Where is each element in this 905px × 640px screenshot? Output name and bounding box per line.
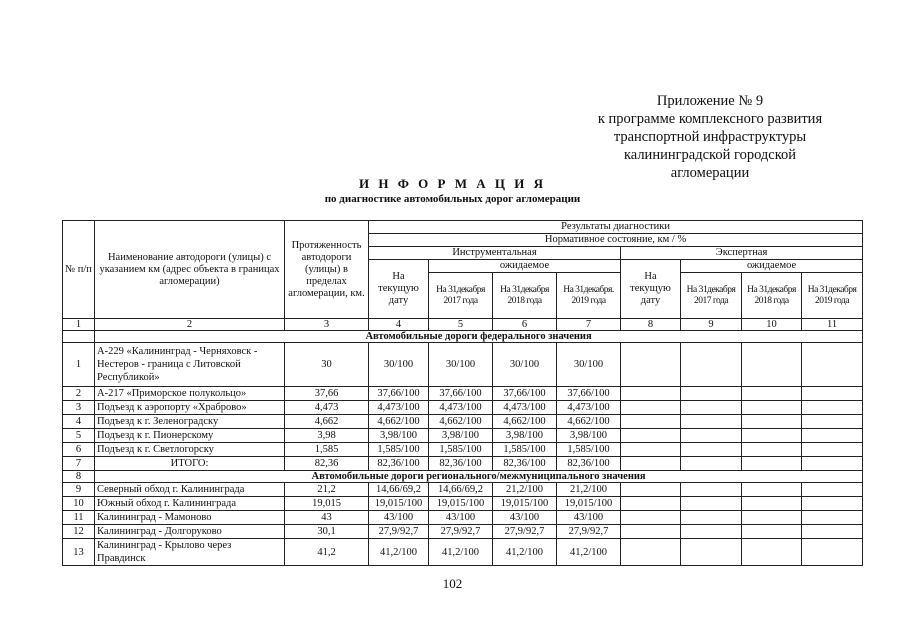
value-cell (681, 539, 742, 566)
value-cell (742, 429, 802, 443)
value-cell (802, 415, 863, 429)
road-name-cell: Северный обход г. Калининграда (95, 483, 285, 497)
diagnostics-table (62, 220, 863, 566)
value-cell (742, 457, 802, 471)
length-cell: 4,473 (285, 401, 369, 415)
header-2019-expert: На 31декабря 2019 года (802, 273, 863, 319)
value-cell: 1,585/100 (493, 443, 557, 457)
value-cell (621, 539, 681, 566)
value-cell: 4,662/100 (557, 415, 621, 429)
value-cell (681, 457, 742, 471)
value-cell (681, 429, 742, 443)
value-cell: 41,2/100 (369, 539, 429, 566)
header-2019: На 31декабря. 2019 года (557, 273, 621, 319)
value-cell: 82,36/100 (369, 457, 429, 471)
column-number-row (63, 319, 863, 331)
value-cell: 1,585/100 (557, 443, 621, 457)
value-cell (621, 343, 681, 387)
value-cell (802, 483, 863, 497)
section-number (63, 331, 95, 343)
value-cell: 3,98/100 (369, 429, 429, 443)
value-cell (742, 483, 802, 497)
section-federal (63, 331, 863, 343)
value-cell: 19,015/100 (369, 497, 429, 511)
value-cell: 82,36/100 (429, 457, 493, 471)
value-cell: 19,015/100 (557, 497, 621, 511)
value-cell (621, 497, 681, 511)
section-regional (63, 471, 863, 483)
header-2017: На 31декабря 2017 года (429, 273, 493, 319)
length-cell: 30 (285, 343, 369, 387)
value-cell: 41,2/100 (493, 539, 557, 566)
road-name-cell: Южный обход г. Калининграда (95, 497, 285, 511)
value-cell: 3,98/100 (557, 429, 621, 443)
page-number: 102 (442, 576, 463, 591)
road-name-cell: А-217 «Приморское полукольцо» (95, 387, 285, 401)
value-cell: 4,662/100 (369, 415, 429, 429)
value-cell (802, 497, 863, 511)
table-row (63, 387, 863, 401)
value-cell (742, 387, 802, 401)
column-number: 8 (621, 319, 681, 331)
value-cell: 41,2/100 (557, 539, 621, 566)
value-cell: 37,66/100 (557, 387, 621, 401)
header-results: Результаты диагностики (369, 221, 863, 234)
value-cell: 43/100 (369, 511, 429, 525)
column-number: 10 (742, 319, 802, 331)
header-normative: Нормативное состояние, км / % (369, 234, 863, 247)
table-row (63, 343, 863, 387)
document-title: И Н Ф О Р М А Ц И Я (359, 176, 546, 191)
value-cell: 4,662/100 (493, 415, 557, 429)
row-number: 7 (63, 457, 95, 471)
value-cell (621, 443, 681, 457)
header-length: Протяженность автодороги (улицы) в пределах агломерации, км. (285, 221, 369, 319)
value-cell: 14,66/69,2 (369, 483, 429, 497)
header-expected-instrumental: ожидаемое (429, 260, 621, 273)
row-number: 13 (63, 539, 95, 566)
value-cell: 27,9/92,7 (493, 525, 557, 539)
road-name-cell: Подъезд к г. Зеленоградску (95, 415, 285, 429)
value-cell (802, 511, 863, 525)
road-name-cell: А-229 «Калининград - Черняховск - Нестеров - граница с Литовской Республикой» (95, 343, 285, 387)
table-row (63, 539, 863, 566)
value-cell: 19,015/100 (429, 497, 493, 511)
value-cell: 4,473/100 (429, 401, 493, 415)
document-subtitle: по диагностике автомобильных дорог агломерации (324, 193, 581, 205)
column-number: 2 (95, 319, 285, 331)
length-cell: 43 (285, 511, 369, 525)
value-cell (802, 343, 863, 387)
value-cell (802, 525, 863, 539)
value-cell: 19,015/100 (493, 497, 557, 511)
value-cell: 21,2/100 (493, 483, 557, 497)
value-cell (681, 343, 742, 387)
length-cell: 41,2 (285, 539, 369, 566)
road-name-cell: Подъезд к г. Светлогорску (95, 443, 285, 457)
value-cell (681, 415, 742, 429)
value-cell (802, 443, 863, 457)
value-cell (802, 401, 863, 415)
header-2018: На 31декабря 2018 года (493, 273, 557, 319)
value-cell (621, 429, 681, 443)
header-instrumental: Инструментальная (369, 247, 621, 260)
length-cell: 4,662 (285, 415, 369, 429)
header-road-name: Наименование автодороги (улицы) с указанием км (адрес объекта в границах агломерации) (95, 221, 285, 319)
table-row (63, 511, 863, 525)
road-name-cell: Подъезд к аэропорту «Храброво» (95, 401, 285, 415)
table-row (63, 443, 863, 457)
appendix-line: калининградской городской (623, 147, 797, 163)
header-expert: Экспертная (621, 247, 863, 260)
value-cell (681, 525, 742, 539)
value-cell (681, 483, 742, 497)
table-row (63, 457, 863, 471)
row-number: 10 (63, 497, 95, 511)
value-cell (742, 443, 802, 457)
section-title: Автомобильные дороги регионального/межмуниципального значения (95, 471, 863, 483)
column-number: 4 (369, 319, 429, 331)
appendix-line: транспортной инфраструктуры (613, 129, 807, 145)
row-number: 6 (63, 443, 95, 457)
value-cell (742, 539, 802, 566)
length-cell: 21,2 (285, 483, 369, 497)
value-cell (802, 387, 863, 401)
value-cell (621, 457, 681, 471)
value-cell: 37,66/100 (429, 387, 493, 401)
value-cell (742, 497, 802, 511)
value-cell (621, 511, 681, 525)
header-current-instrumental: На текущую дату (369, 260, 429, 319)
value-cell: 4,473/100 (557, 401, 621, 415)
value-cell: 1,585/100 (429, 443, 493, 457)
value-cell (621, 401, 681, 415)
column-number: 3 (285, 319, 369, 331)
value-cell: 27,9/92,7 (369, 525, 429, 539)
row-number: 2 (63, 387, 95, 401)
value-cell (621, 387, 681, 401)
road-name-cell: Калининград - Долгоруково (95, 525, 285, 539)
value-cell: 27,9/92,7 (557, 525, 621, 539)
appendix-line: Приложение № 9 (656, 93, 764, 109)
value-cell: 41,2/100 (429, 539, 493, 566)
appendix-block (560, 92, 860, 182)
row-number: 5 (63, 429, 95, 443)
value-cell: 3,98/100 (429, 429, 493, 443)
table-row (63, 415, 863, 429)
header-2018-expert: На 31декабря 2018 года (742, 273, 802, 319)
row-number: 12 (63, 525, 95, 539)
value-cell (681, 443, 742, 457)
value-cell (681, 511, 742, 525)
road-name-cell: Подъезд к г. Пионерскому (95, 429, 285, 443)
value-cell: 43/100 (429, 511, 493, 525)
length-cell: 37,66 (285, 387, 369, 401)
column-number: 11 (802, 319, 863, 331)
table-row (63, 483, 863, 497)
value-cell (742, 343, 802, 387)
value-cell (742, 525, 802, 539)
row-number: 9 (63, 483, 95, 497)
length-cell: 3,98 (285, 429, 369, 443)
length-cell: 19,015 (285, 497, 369, 511)
value-cell: 30/100 (557, 343, 621, 387)
value-cell: 3,98/100 (493, 429, 557, 443)
column-number: 6 (493, 319, 557, 331)
table-row (63, 401, 863, 415)
appendix-line: агломерации (670, 165, 750, 181)
value-cell: 30/100 (429, 343, 493, 387)
value-cell: 21,2/100 (557, 483, 621, 497)
value-cell (742, 415, 802, 429)
value-cell: 43/100 (493, 511, 557, 525)
section-number: 8 (63, 471, 95, 483)
value-cell: 27,9/92,7 (429, 525, 493, 539)
value-cell: 82,36/100 (493, 457, 557, 471)
value-cell: 4,473/100 (493, 401, 557, 415)
value-cell (681, 497, 742, 511)
value-cell (621, 525, 681, 539)
value-cell (742, 401, 802, 415)
value-cell: 1,585/100 (369, 443, 429, 457)
length-cell: 82,36 (285, 457, 369, 471)
value-cell (742, 511, 802, 525)
header-num: № п/п (63, 221, 95, 319)
header-current-expert: На текущую дату (621, 260, 681, 319)
table-row (63, 497, 863, 511)
value-cell: 43/100 (557, 511, 621, 525)
value-cell: 37,66/100 (493, 387, 557, 401)
value-cell: 82,36/100 (557, 457, 621, 471)
road-name-cell: ИТОГО: (95, 457, 285, 471)
value-cell: 4,473/100 (369, 401, 429, 415)
appendix-line: к программе комплексного развития (597, 111, 823, 127)
value-cell: 4,662/100 (429, 415, 493, 429)
value-cell: 14,66/69,2 (429, 483, 493, 497)
row-number: 3 (63, 401, 95, 415)
value-cell (681, 401, 742, 415)
table-row (63, 525, 863, 539)
value-cell (621, 483, 681, 497)
road-name-cell: Калининград - Крылово через Правдинск (95, 539, 285, 566)
column-number: 9 (681, 319, 742, 331)
length-cell: 30,1 (285, 525, 369, 539)
section-title: Автомобильные дороги федерального значения (95, 331, 863, 343)
value-cell (802, 429, 863, 443)
value-cell: 30/100 (493, 343, 557, 387)
value-cell (802, 457, 863, 471)
road-name-cell: Калининград - Мамоново (95, 511, 285, 525)
value-cell (681, 387, 742, 401)
header-2017-expert: На 31декабря 2017 года (681, 273, 742, 319)
value-cell: 30/100 (369, 343, 429, 387)
row-number: 1 (63, 343, 95, 387)
row-number: 11 (63, 511, 95, 525)
column-number: 1 (63, 319, 95, 331)
column-number: 5 (429, 319, 493, 331)
table-row (63, 429, 863, 443)
length-cell: 1,585 (285, 443, 369, 457)
column-number: 7 (557, 319, 621, 331)
header-expected-expert: ожидаемое (681, 260, 863, 273)
row-number: 4 (63, 415, 95, 429)
value-cell (621, 415, 681, 429)
value-cell (802, 539, 863, 566)
value-cell: 37,66/100 (369, 387, 429, 401)
